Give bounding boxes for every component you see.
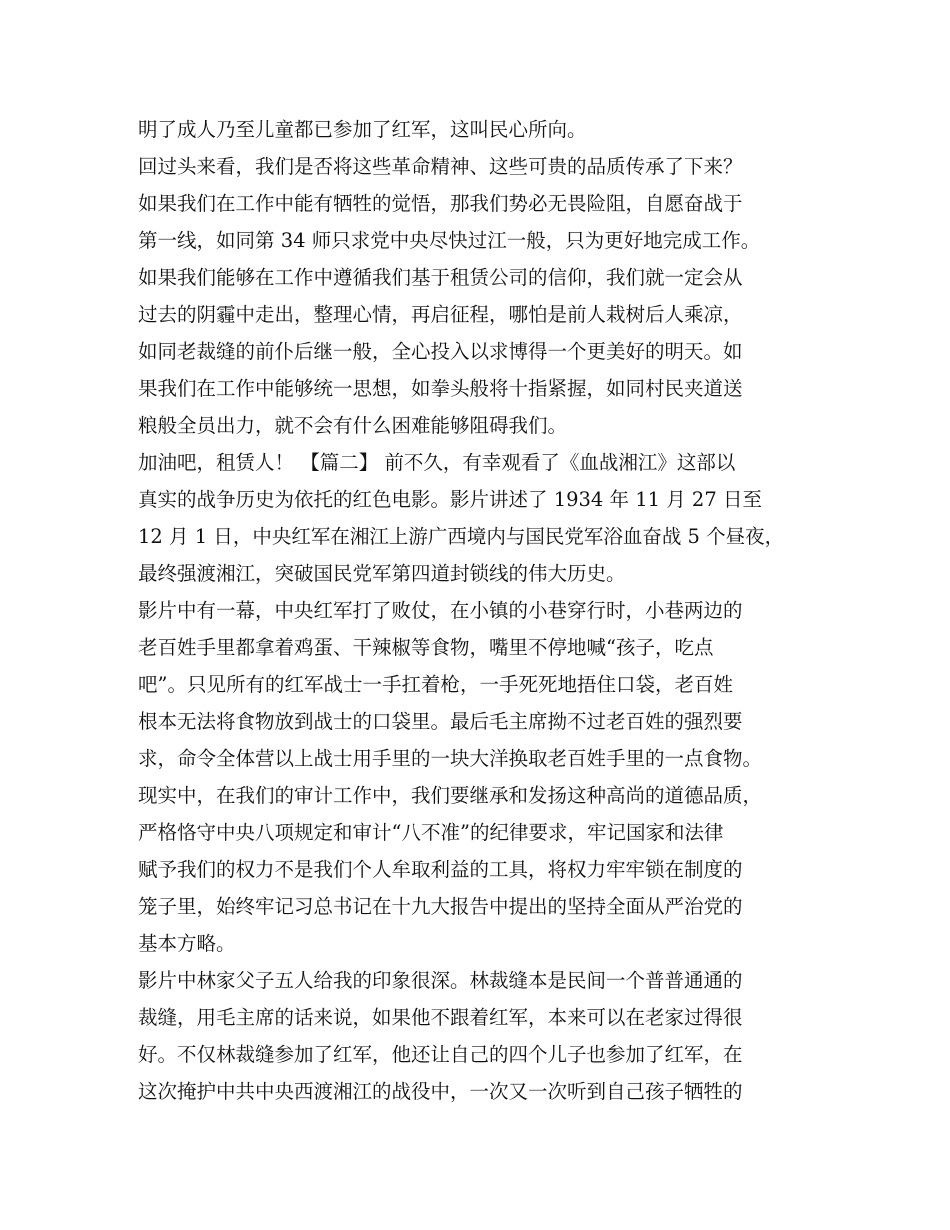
text-line: 加油吧，租赁人！ 【篇二】 前不久，有幸观看了《血战湘江》这部以	[138, 451, 736, 474]
text-line: 过去的阴霾中走出，整理心情，再启征程，哪怕是前人栽树后人乘凉，	[138, 303, 743, 326]
text-line: 裁缝，用毛主席的话来说，如果他不跟着红军，本来可以在老家过得很	[138, 1006, 743, 1029]
text-line: 赋予我们的权力不是我们个人牟取利益的工具，将权力牢牢锁在制度的	[138, 858, 743, 881]
text-line: 现实中，在我们的审计工作中，我们要继承和发扬这种高尚的道德品质，	[138, 784, 763, 807]
text-line: 第一线，如同第 34 师只求党中央尽快过江一般，只为更好地完成工作。	[138, 229, 761, 252]
text-line: 最终强渡湘江，突破国民党军第四道封锁线的伟大历史。	[138, 562, 626, 585]
text-line: 笼子里，始终牢记习总书记在十九大报告中提出的坚持全面从严治党的	[138, 895, 743, 918]
text-line: 基本方略。	[138, 932, 236, 955]
text-line: 粮般全员出力，就不会有什么困难能够阻碍我们。	[138, 414, 568, 437]
text-line: 好。不仅林裁缝参加了红军，他还让自己的四个儿子也参加了红军，在	[138, 1043, 743, 1066]
text-line: 影片中有一幕，中央红军打了败仗，在小镇的小巷穿行时，小巷两边的	[138, 599, 743, 622]
text-line: 求，命令全体营以上战士用手里的一块大洋换取老百姓手里的一点食物。	[138, 747, 763, 770]
text-line: 老百姓手里都拿着鸡蛋、干辣椒等食物，嘴里不停地喊“孩子，吃点	[138, 636, 714, 659]
document-body	[138, 111, 828, 1110]
text-line: 12 月 1 日，中央红军在湘江上游广西境内与国民党军浴血奋战 5 个昼夜，	[138, 525, 785, 548]
text-line: 严格恪守中央八项规定和审计“八不准”的纪律要求，牢记国家和法律	[138, 821, 724, 844]
text-line: 明了成人乃至儿童都已参加了红军，这叫民心所向。	[138, 118, 587, 141]
text-line: 如果我们能够在工作中遵循我们基于租赁公司的信仰，我们就一定会从	[138, 266, 743, 289]
text-line: 影片中林家父子五人给我的印象很深。林裁缝本是民间一个普普通通的	[138, 969, 743, 992]
text-line: 如果我们在工作中能有牺牲的觉悟，那我们势必无畏险阻，自愿奋战于	[138, 192, 743, 215]
text-line: 回过头来看，我们是否将这些革命精神、这些可贵的品质传承了下来？	[138, 155, 743, 178]
text-line: 真实的战争历史为依托的红色电影。影片讲述了 1934 年 11 月 27 日至	[138, 488, 762, 511]
text-line: 根本无法将食物放到战士的口袋里。最后毛主席拗不过老百姓的强烈要	[138, 710, 743, 733]
text-line: 这次掩护中共中央西渡湘江的战役中，一次又一次听到自己孩子牺牲的	[138, 1080, 743, 1103]
text-line: 果我们在工作中能够统一思想，如拳头般将十指紧握，如同村民夹道送	[138, 377, 743, 400]
text-line: 吧”。只见所有的红军战士一手扛着枪，一手死死地捂住口袋，老百姓	[138, 673, 733, 696]
text-line: 如同老裁缝的前仆后继一般，全心投入以求博得一个更美好的明天。如	[138, 340, 743, 363]
